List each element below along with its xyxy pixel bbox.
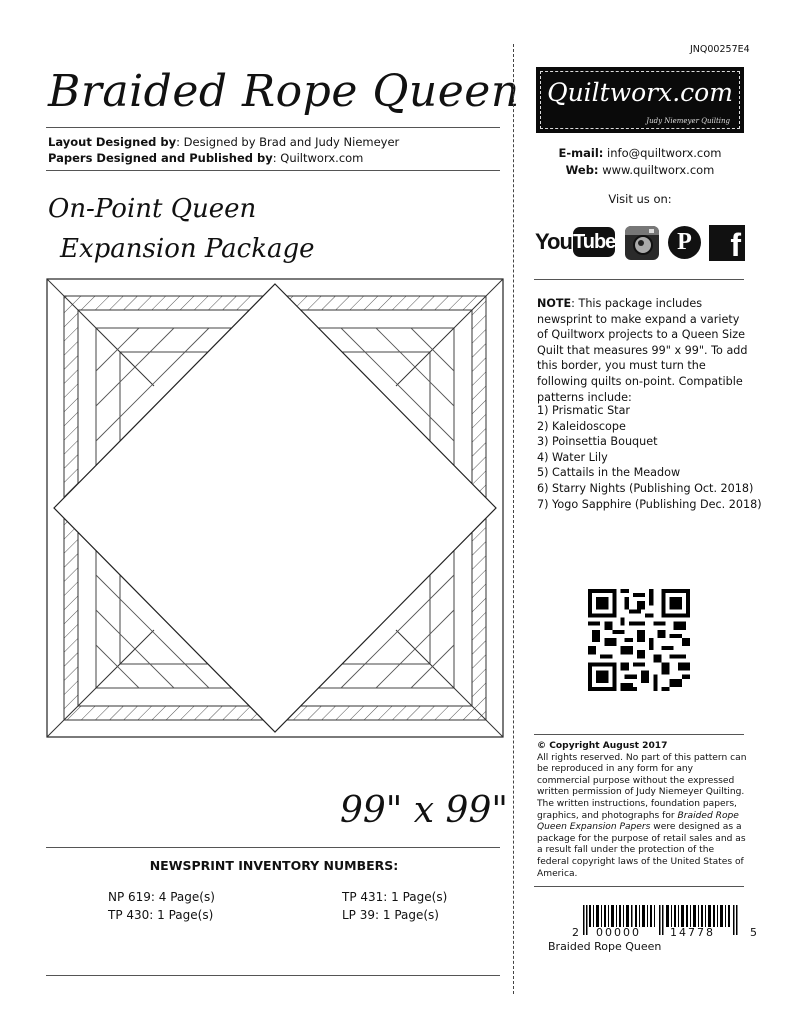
note-text: : This package includes newsprint to make expand a variety of Quiltworx projects to a Queen Size Quilt that measures 99" x 99". To add this border, you must turn the following quilts on-point. Compatible patterns include: — [537, 297, 748, 404]
inventory-heading: NEWSPRINT INVENTORY NUMBERS: — [149, 858, 399, 873]
copyright-text-end: were designed as a package for the purpose of retail sales and as a result fall under the protection of the federal copyright laws of the United States of America. — [537, 822, 746, 879]
barcode-group2: 14778 — [670, 926, 715, 939]
credits-divider — [46, 170, 500, 171]
inventory-item: NP 619: 4 Page(s) — [108, 890, 215, 904]
inventory-item: TP 430: 1 Page(s) — [108, 908, 214, 922]
inventory-divider — [46, 847, 500, 848]
right-divider-top — [534, 279, 744, 280]
papers-credit: Papers Designed and Published by: Quiltworx.com — [48, 151, 364, 165]
web-link[interactable]: www.quiltworx.com — [602, 163, 715, 177]
youtube-icon[interactable] — [535, 227, 617, 259]
youtube-tube-text: Tube — [573, 227, 615, 257]
social-icons — [535, 224, 745, 262]
subtitle-line1: On-Point Queen — [48, 194, 257, 224]
barcode-digit-last: 5 — [750, 926, 757, 939]
web-label: Web: — [565, 163, 599, 177]
subtitle-line2: Expansion Package — [60, 234, 315, 264]
barcode-digit-first: 2 — [572, 926, 579, 939]
email-link[interactable]: info@quiltworx.com — [607, 146, 722, 160]
bottom-divider — [46, 975, 500, 976]
copyright-notice — [537, 741, 747, 880]
list-item: 1) Prismatic Star — [537, 404, 631, 417]
layout-label: Layout Designed by — [48, 135, 177, 149]
inventory-item: TP 431: 1 Page(s) — [342, 890, 448, 904]
layout-credit: Layout Designed by: Designed by Brad and Judy Niemeyer — [48, 135, 400, 149]
instagram-icon[interactable] — [625, 226, 659, 260]
credits — [48, 134, 399, 166]
contact-info — [540, 145, 740, 179]
quilt-diagram — [44, 276, 506, 740]
note-label: NOTE — [537, 297, 572, 310]
email-label: E-mail: — [558, 146, 604, 160]
right-divider-middle — [534, 734, 744, 735]
right-divider-bottom — [534, 886, 744, 887]
product-code: JNQ00257E4 — [690, 44, 750, 55]
logo-tagline: Judy Niemeyer Quilting — [646, 117, 730, 125]
quiltworx-logo — [536, 67, 744, 133]
papers-label: Papers Designed and Published by — [48, 151, 273, 165]
list-item: 4) Water Lily — [537, 450, 608, 464]
copyright-text: All rights reserved. No part of this pattern can be reproduced in any form for any commercial purpose without the expressed written permission of Judy Niemeyer Quilting. The written instructions, foundation papers, graphics, and photographs for — [537, 752, 747, 821]
dimensions: 99" x 99" — [340, 790, 508, 831]
compatible-patterns-list — [537, 403, 762, 512]
barcode-group1: 00000 — [596, 926, 641, 939]
logo-name: Quiltworx.com — [547, 78, 733, 107]
note-paragraph — [537, 296, 749, 405]
list-item: 7) Yogo Sapphire (Publishing Dec. 2018) — [537, 497, 762, 511]
qr-code[interactable] — [588, 589, 690, 691]
list-item: 3) Poinsettia Bouquet — [537, 435, 658, 449]
pinterest-icon[interactable]: P — [668, 226, 701, 259]
inventory-item: LP 39: 1 Page(s) — [342, 908, 439, 922]
barcode-label: Braided Rope Queen — [548, 940, 662, 953]
page-title: Braided Rope Queen — [48, 66, 520, 117]
visit-us-label: Visit us on: — [608, 192, 672, 206]
list-item: 2) Kaleidoscope — [537, 419, 626, 433]
column-separator — [513, 44, 514, 994]
facebook-icon[interactable]: f — [709, 225, 745, 261]
layout-value: Designed by Brad and Judy Niemeyer — [183, 135, 400, 149]
youtube-you-text: You — [535, 229, 572, 254]
list-item: 6) Starry Nights (Publishing Oct. 2018) — [537, 481, 754, 495]
copyright-italic: Braided Rope Queen Expansion Papers — [537, 810, 739, 833]
papers-value: Quiltworx.com — [280, 151, 364, 165]
title-divider — [46, 127, 500, 128]
copyright-heading: © Copyright August 2017 — [537, 741, 668, 751]
list-item: 5) Cattails in the Meadow — [537, 466, 681, 480]
